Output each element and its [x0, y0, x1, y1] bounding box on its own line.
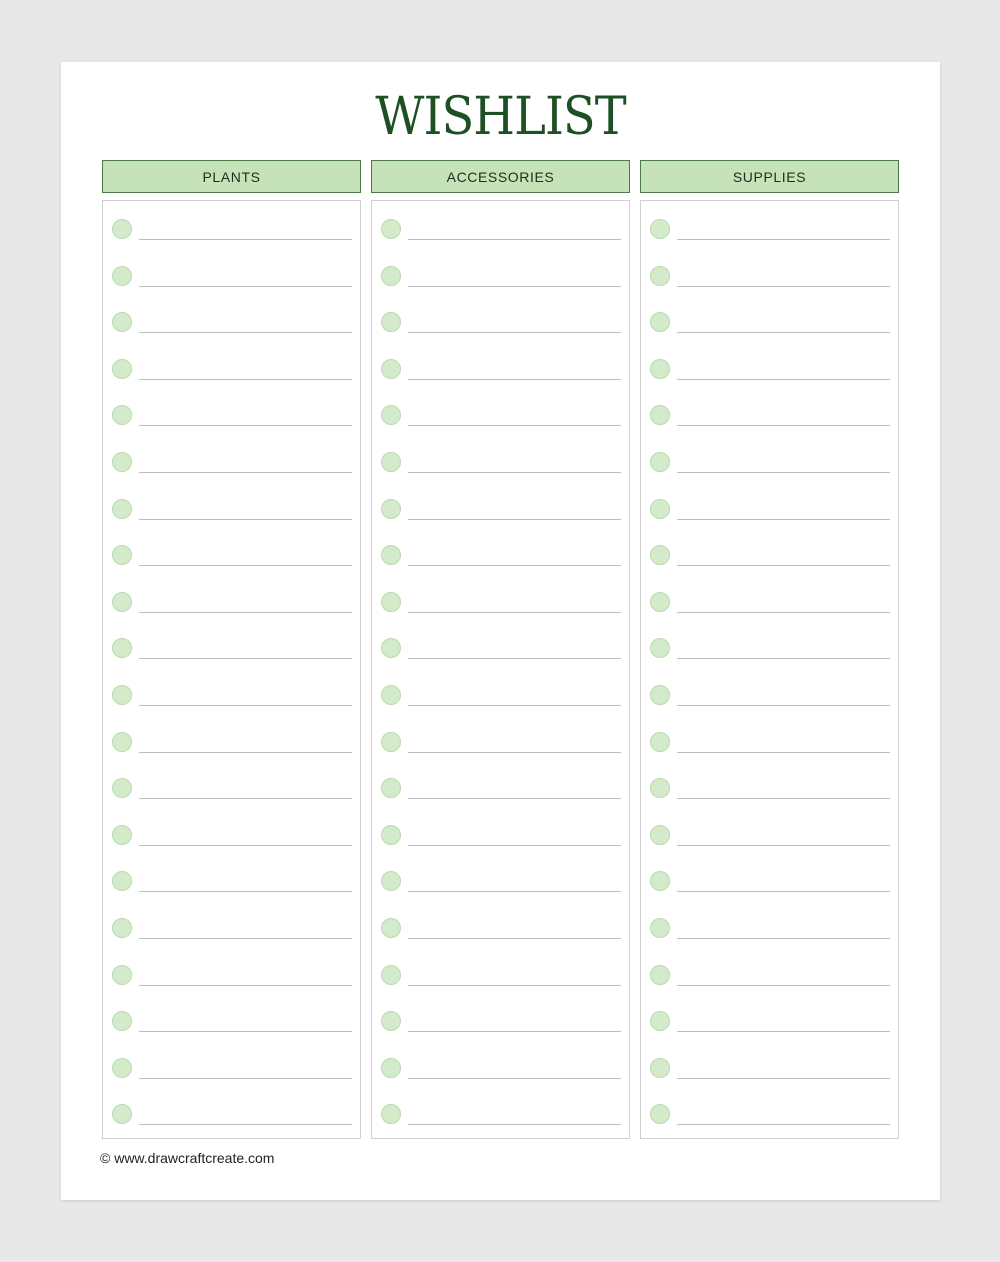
write-in-line[interactable] [408, 1078, 621, 1079]
checkbox-circle-icon[interactable] [381, 359, 401, 379]
write-in-line[interactable] [677, 845, 890, 846]
write-in-line[interactable] [139, 658, 352, 659]
column-header-accessories: ACCESSORIES [371, 160, 630, 193]
checkbox-circle-icon[interactable] [112, 825, 132, 845]
wishlist-row-plants-20 [103, 1104, 360, 1128]
write-in-line[interactable] [677, 519, 890, 520]
wishlist-row-supplies-2 [641, 266, 898, 290]
write-in-line[interactable] [677, 752, 890, 753]
wishlist-row-supplies-5 [641, 405, 898, 429]
checkbox-circle-icon[interactable] [112, 778, 132, 798]
checkbox-circle-icon[interactable] [381, 592, 401, 612]
wishlist-row-supplies-7 [641, 499, 898, 523]
wishlist-row-accessories-19 [372, 1058, 629, 1082]
checkbox-circle-icon[interactable] [650, 499, 670, 519]
write-in-line[interactable] [408, 565, 621, 566]
checkbox-circle-icon[interactable] [112, 965, 132, 985]
write-in-line[interactable] [139, 891, 352, 892]
checkbox-circle-icon[interactable] [381, 266, 401, 286]
wishlist-row-plants-12 [103, 732, 360, 756]
checkbox-circle-icon[interactable] [650, 918, 670, 938]
wishlist-row-plants-17 [103, 965, 360, 989]
checkbox-circle-icon[interactable] [650, 359, 670, 379]
write-in-line[interactable] [408, 985, 621, 986]
wishlist-row-plants-13 [103, 778, 360, 802]
checkbox-circle-icon[interactable] [112, 219, 132, 239]
checkbox-circle-icon[interactable] [650, 405, 670, 425]
write-in-line[interactable] [677, 379, 890, 380]
wishlist-row-accessories-12 [372, 732, 629, 756]
wishlist-row-supplies-14 [641, 825, 898, 849]
write-in-line[interactable] [139, 379, 352, 380]
checkbox-circle-icon[interactable] [650, 592, 670, 612]
write-in-line[interactable] [677, 985, 890, 986]
wishlist-row-accessories-4 [372, 359, 629, 383]
write-in-line[interactable] [408, 519, 621, 520]
wishlist-row-supplies-9 [641, 592, 898, 616]
checkbox-circle-icon[interactable] [650, 778, 670, 798]
wishlist-row-accessories-9 [372, 592, 629, 616]
wishlist-row-plants-8 [103, 545, 360, 569]
write-in-line[interactable] [677, 425, 890, 426]
wishlist-row-accessories-8 [372, 545, 629, 569]
write-in-line[interactable] [139, 938, 352, 939]
checkbox-circle-icon[interactable] [112, 452, 132, 472]
write-in-line[interactable] [139, 752, 352, 753]
wishlist-row-supplies-16 [641, 918, 898, 942]
wishlist-row-plants-6 [103, 452, 360, 476]
wishlist-row-accessories-20 [372, 1104, 629, 1128]
write-in-line[interactable] [408, 332, 621, 333]
write-in-line[interactable] [677, 612, 890, 613]
checkbox-circle-icon[interactable] [650, 685, 670, 705]
write-in-line[interactable] [677, 658, 890, 659]
write-in-line[interactable] [408, 752, 621, 753]
write-in-line[interactable] [677, 891, 890, 892]
wishlist-row-plants-4 [103, 359, 360, 383]
write-in-line[interactable] [139, 425, 352, 426]
write-in-line[interactable] [139, 239, 352, 240]
checkbox-circle-icon[interactable] [381, 825, 401, 845]
checkbox-circle-icon[interactable] [112, 732, 132, 752]
wishlist-row-plants-19 [103, 1058, 360, 1082]
write-in-line[interactable] [677, 1031, 890, 1032]
wishlist-row-accessories-17 [372, 965, 629, 989]
wishlist-row-supplies-19 [641, 1058, 898, 1082]
checkbox-circle-icon[interactable] [112, 1058, 132, 1078]
write-in-line[interactable] [677, 1124, 890, 1125]
write-in-line[interactable] [139, 1031, 352, 1032]
checkbox-circle-icon[interactable] [381, 545, 401, 565]
wishlist-row-plants-1 [103, 219, 360, 243]
checkbox-circle-icon[interactable] [650, 219, 670, 239]
write-in-line[interactable] [677, 286, 890, 287]
write-in-line[interactable] [139, 519, 352, 520]
copyright-footer: © www.drawcraftcreate.com [100, 1150, 275, 1166]
wishlist-row-accessories-2 [372, 266, 629, 290]
checkbox-circle-icon[interactable] [650, 825, 670, 845]
wishlist-row-supplies-3 [641, 312, 898, 336]
wishlist-row-plants-5 [103, 405, 360, 429]
wishlist-row-accessories-16 [372, 918, 629, 942]
checkbox-circle-icon[interactable] [381, 778, 401, 798]
write-in-line[interactable] [408, 472, 621, 473]
checkbox-circle-icon[interactable] [381, 499, 401, 519]
checkbox-circle-icon[interactable] [650, 732, 670, 752]
write-in-line[interactable] [408, 239, 621, 240]
checkbox-circle-icon[interactable] [650, 312, 670, 332]
checkbox-circle-icon[interactable] [381, 638, 401, 658]
write-in-line[interactable] [408, 1031, 621, 1032]
write-in-line[interactable] [139, 705, 352, 706]
write-in-line[interactable] [408, 286, 621, 287]
checkbox-circle-icon[interactable] [381, 965, 401, 985]
checkbox-circle-icon[interactable] [112, 545, 132, 565]
checkbox-circle-icon[interactable] [650, 1058, 670, 1078]
checkbox-circle-icon[interactable] [381, 312, 401, 332]
checkbox-circle-icon[interactable] [650, 266, 670, 286]
column-list-supplies [640, 200, 899, 1139]
column-list-plants [102, 200, 361, 1139]
checkbox-circle-icon[interactable] [381, 452, 401, 472]
column-header-supplies: SUPPLIES [640, 160, 899, 193]
checkbox-circle-icon[interactable] [381, 1104, 401, 1124]
checkbox-circle-icon[interactable] [381, 685, 401, 705]
write-in-line[interactable] [139, 472, 352, 473]
checkbox-circle-icon[interactable] [650, 965, 670, 985]
wishlist-row-supplies-12 [641, 732, 898, 756]
checkbox-circle-icon[interactable] [112, 638, 132, 658]
write-in-line[interactable] [677, 798, 890, 799]
checkbox-circle-icon[interactable] [381, 918, 401, 938]
write-in-line[interactable] [408, 845, 621, 846]
wishlist-row-accessories-1 [372, 219, 629, 243]
wishlist-row-accessories-18 [372, 1011, 629, 1035]
wishlist-row-plants-10 [103, 638, 360, 662]
wishlist-row-plants-18 [103, 1011, 360, 1035]
write-in-line[interactable] [139, 565, 352, 566]
write-in-line[interactable] [677, 565, 890, 566]
checkbox-circle-icon[interactable] [112, 918, 132, 938]
wishlist-row-plants-2 [103, 266, 360, 290]
checkbox-circle-icon[interactable] [112, 499, 132, 519]
wishlist-row-supplies-8 [641, 545, 898, 569]
column-list-accessories [371, 200, 630, 1139]
write-in-line[interactable] [139, 1078, 352, 1079]
write-in-line[interactable] [408, 379, 621, 380]
wishlist-row-accessories-13 [372, 778, 629, 802]
wishlist-row-plants-15 [103, 871, 360, 895]
wishlist-row-accessories-3 [372, 312, 629, 336]
write-in-line[interactable] [408, 891, 621, 892]
write-in-line[interactable] [677, 239, 890, 240]
write-in-line[interactable] [408, 1124, 621, 1125]
wishlist-row-supplies-17 [641, 965, 898, 989]
checkbox-circle-icon[interactable] [381, 732, 401, 752]
write-in-line[interactable] [677, 705, 890, 706]
checkbox-circle-icon[interactable] [112, 1011, 132, 1031]
wishlist-page [61, 62, 940, 1200]
page-title: WISHLIST [375, 87, 626, 147]
wishlist-row-plants-9 [103, 592, 360, 616]
checkbox-circle-icon[interactable] [112, 266, 132, 286]
wishlist-row-accessories-11 [372, 685, 629, 709]
write-in-line[interactable] [139, 1124, 352, 1125]
wishlist-row-supplies-1 [641, 219, 898, 243]
write-in-line[interactable] [408, 938, 621, 939]
checkbox-circle-icon[interactable] [650, 871, 670, 891]
checkbox-circle-icon[interactable] [112, 359, 132, 379]
wishlist-row-supplies-13 [641, 778, 898, 802]
wishlist-row-plants-7 [103, 499, 360, 523]
write-in-line[interactable] [139, 985, 352, 986]
write-in-line[interactable] [408, 612, 621, 613]
wishlist-row-supplies-20 [641, 1104, 898, 1128]
wishlist-row-plants-16 [103, 918, 360, 942]
write-in-line[interactable] [139, 332, 352, 333]
wishlist-row-supplies-15 [641, 871, 898, 895]
wishlist-row-accessories-15 [372, 871, 629, 895]
checkbox-circle-icon[interactable] [112, 312, 132, 332]
write-in-line[interactable] [677, 938, 890, 939]
checkbox-circle-icon[interactable] [650, 1011, 670, 1031]
checkbox-circle-icon[interactable] [650, 638, 670, 658]
write-in-line[interactable] [139, 612, 352, 613]
checkbox-circle-icon[interactable] [650, 545, 670, 565]
write-in-line[interactable] [139, 798, 352, 799]
write-in-line[interactable] [139, 845, 352, 846]
wishlist-row-accessories-7 [372, 499, 629, 523]
wishlist-row-accessories-14 [372, 825, 629, 849]
wishlist-row-accessories-10 [372, 638, 629, 662]
wishlist-row-supplies-4 [641, 359, 898, 383]
checkbox-circle-icon[interactable] [650, 1104, 670, 1124]
wishlist-row-plants-3 [103, 312, 360, 336]
checkbox-circle-icon[interactable] [650, 452, 670, 472]
checkbox-circle-icon[interactable] [381, 1011, 401, 1031]
write-in-line[interactable] [677, 332, 890, 333]
write-in-line[interactable] [408, 425, 621, 426]
write-in-line[interactable] [677, 1078, 890, 1079]
column-header-plants: PLANTS [102, 160, 361, 193]
checkbox-circle-icon[interactable] [112, 1104, 132, 1124]
write-in-line[interactable] [677, 472, 890, 473]
checkbox-circle-icon[interactable] [112, 592, 132, 612]
checkbox-circle-icon[interactable] [112, 405, 132, 425]
write-in-line[interactable] [408, 798, 621, 799]
checkbox-circle-icon[interactable] [112, 871, 132, 891]
wishlist-row-accessories-6 [372, 452, 629, 476]
wishlist-row-plants-11 [103, 685, 360, 709]
wishlist-row-supplies-10 [641, 638, 898, 662]
write-in-line[interactable] [408, 705, 621, 706]
write-in-line[interactable] [408, 658, 621, 659]
wishlist-row-supplies-11 [641, 685, 898, 709]
write-in-line[interactable] [139, 286, 352, 287]
wishlist-row-supplies-18 [641, 1011, 898, 1035]
checkbox-circle-icon[interactable] [112, 685, 132, 705]
checkbox-circle-icon[interactable] [381, 871, 401, 891]
wishlist-row-plants-14 [103, 825, 360, 849]
checkbox-circle-icon[interactable] [381, 1058, 401, 1078]
wishlist-row-supplies-6 [641, 452, 898, 476]
checkbox-circle-icon[interactable] [381, 405, 401, 425]
wishlist-row-accessories-5 [372, 405, 629, 429]
checkbox-circle-icon[interactable] [381, 219, 401, 239]
